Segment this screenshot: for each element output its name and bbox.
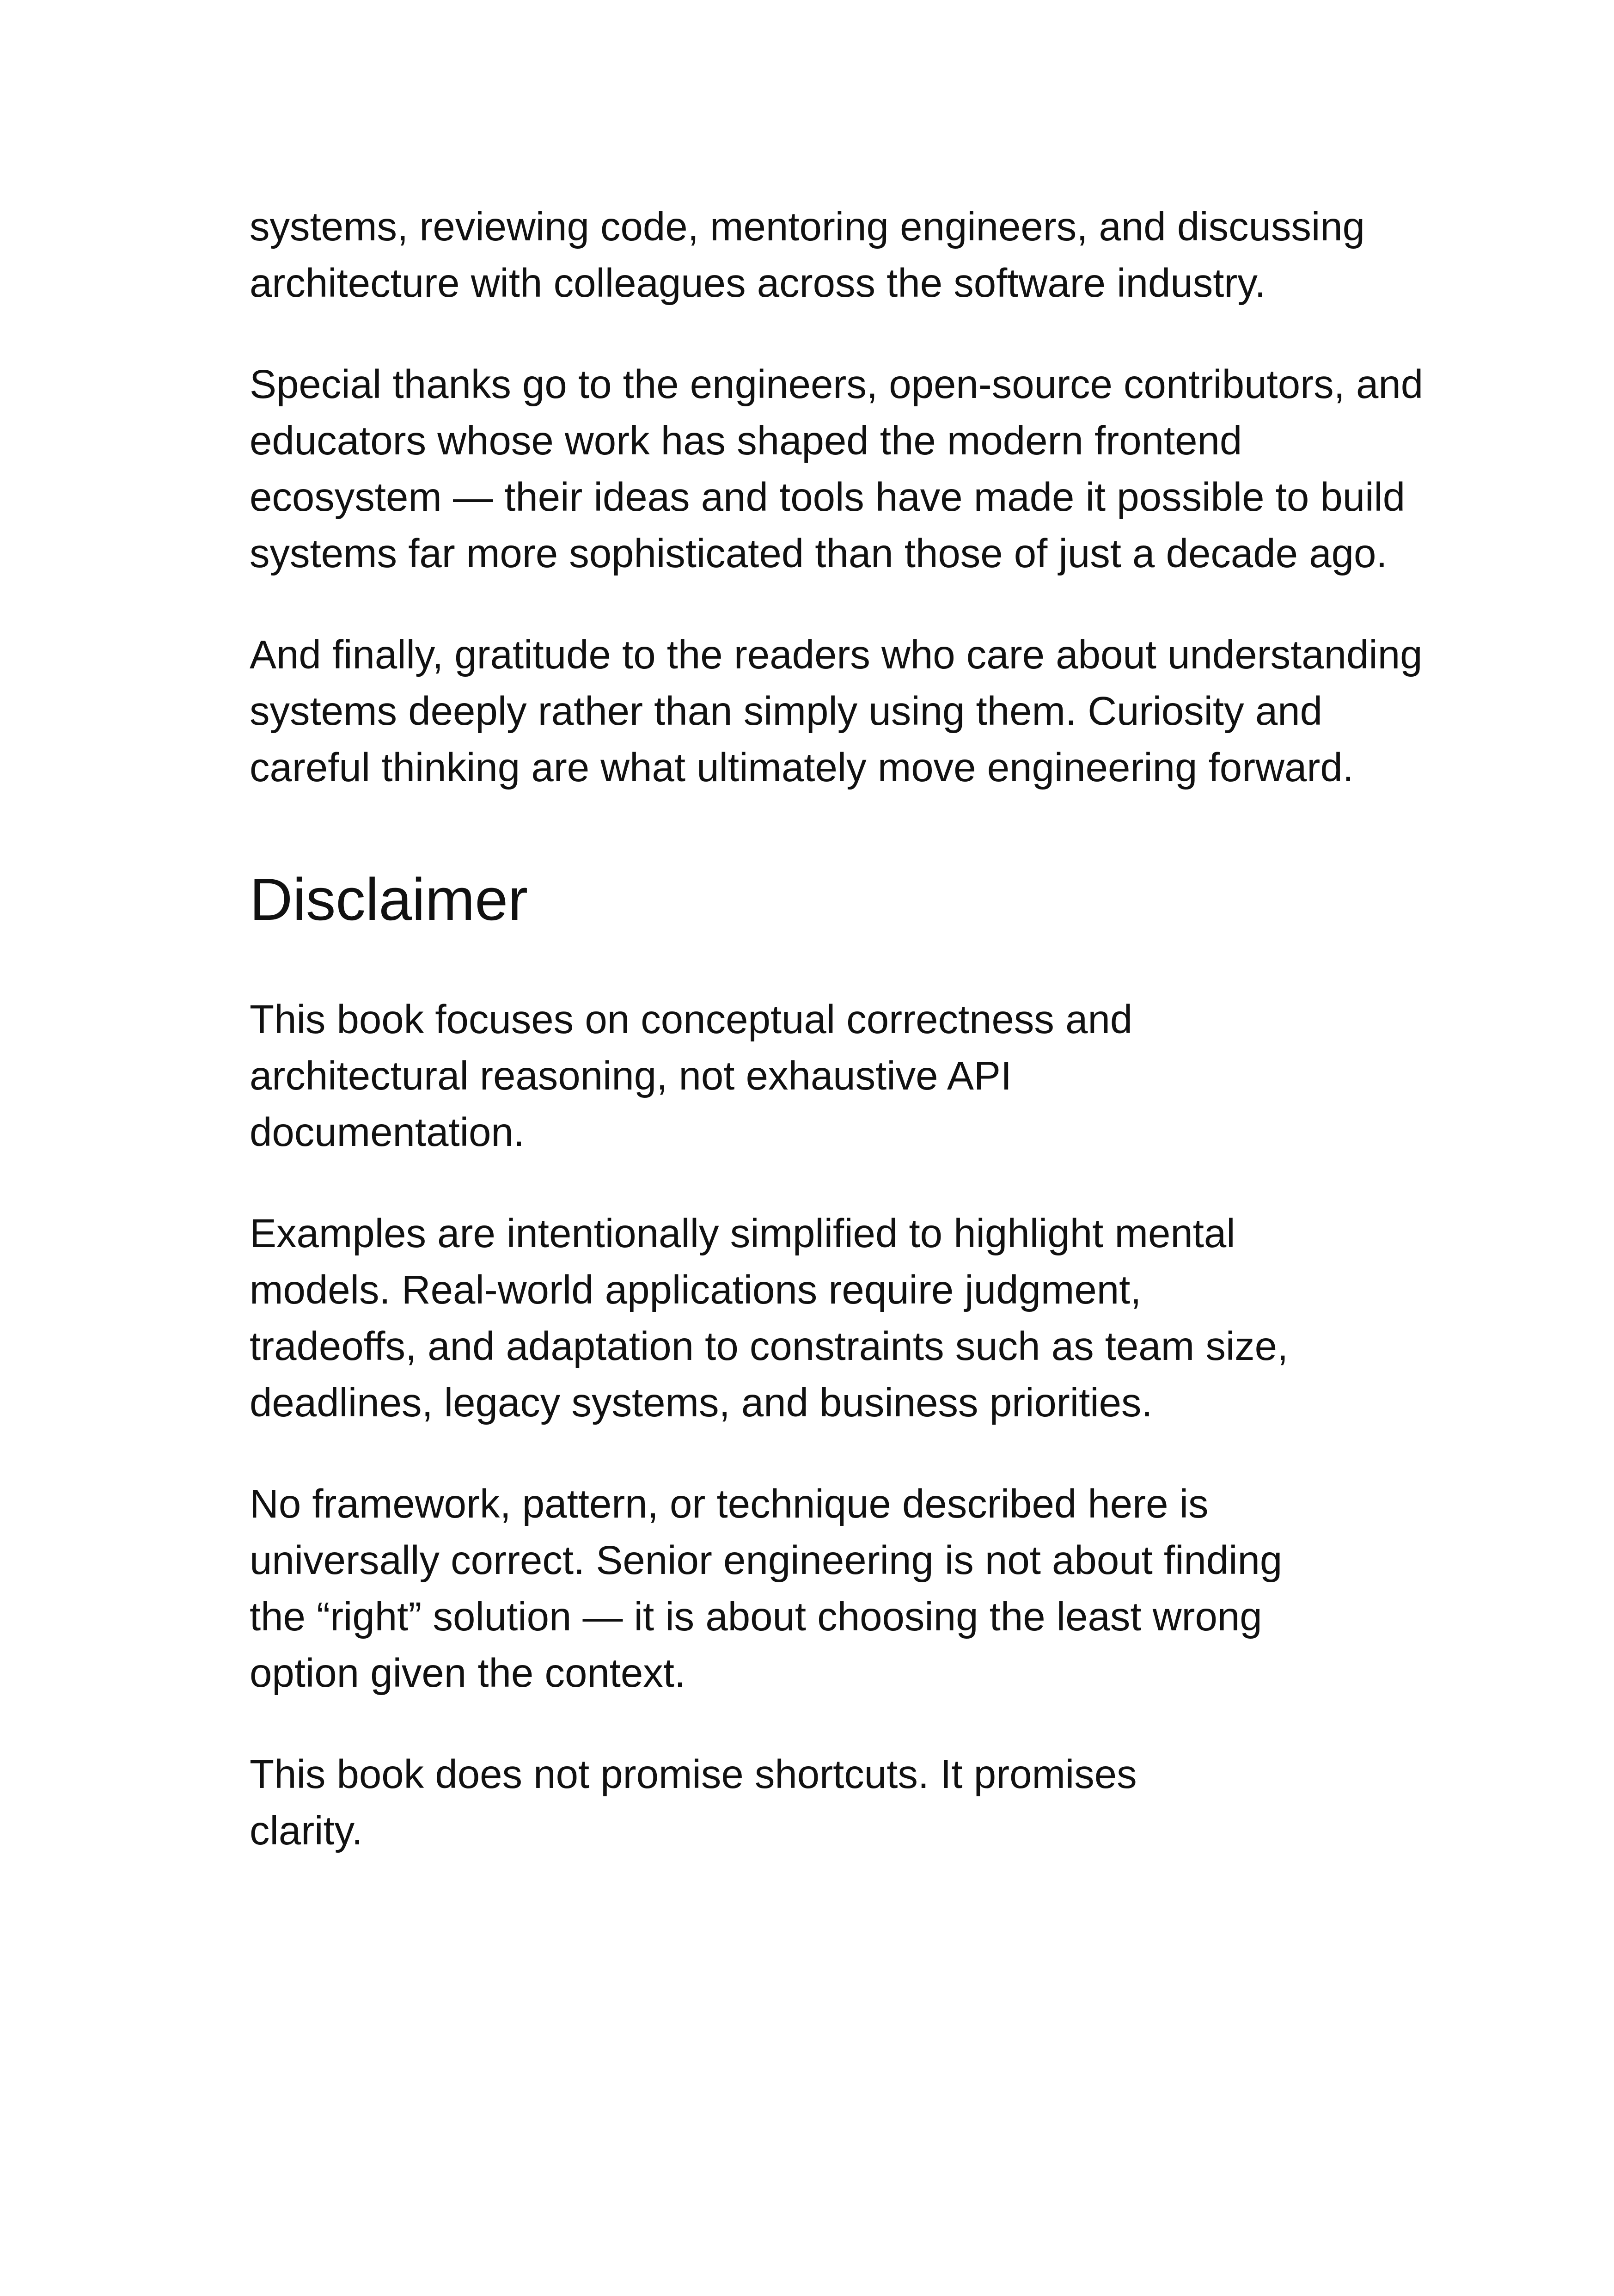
acknowledgements-paragraph-2: Special thanks go to the engineers, open-source contributors, and educators whose work has shaped the modern frontend ecosystem — their ideas and tools have made it possible to build systems far more sophisticated than those of just a decade ago. — [250, 362, 1424, 576]
acknowledgements-paragraph-1: systems, reviewing code, mentoring engineers, and discussing architecture with colleagues across the software industry. — [250, 204, 1365, 306]
acknowledgements-paragraph-3: And finally, gratitude to the readers who care about understanding systems deeply rather than simply using them. Curiosity and careful thinking are what ultimately move engineering forward. — [250, 632, 1423, 790]
disclaimer-paragraph-3: No framework, pattern, or technique described here is universally correct. Senior engineering is not about finding the “right” solution — it is about choosing the least wrong option given the context. — [250, 1482, 1283, 1696]
disclaimer-paragraph-1: This book focuses on conceptual correctness and architectural reasoning, not exhaustive API documentation. — [250, 997, 1133, 1155]
disclaimer-heading: Disclaimer — [250, 866, 528, 933]
disclaimer-paragraph-4: This book does not promise shortcuts. It promises clarity. — [250, 1752, 1137, 1853]
disclaimer-paragraph-2: Examples are intentionally simplified to highlight mental models. Real-world applications require judgment, tradeoffs, and adaptation to constraints such as team size, deadlines, legacy systems, and business priorities. — [250, 1211, 1289, 1425]
page-content — [250, 199, 1433, 1904]
